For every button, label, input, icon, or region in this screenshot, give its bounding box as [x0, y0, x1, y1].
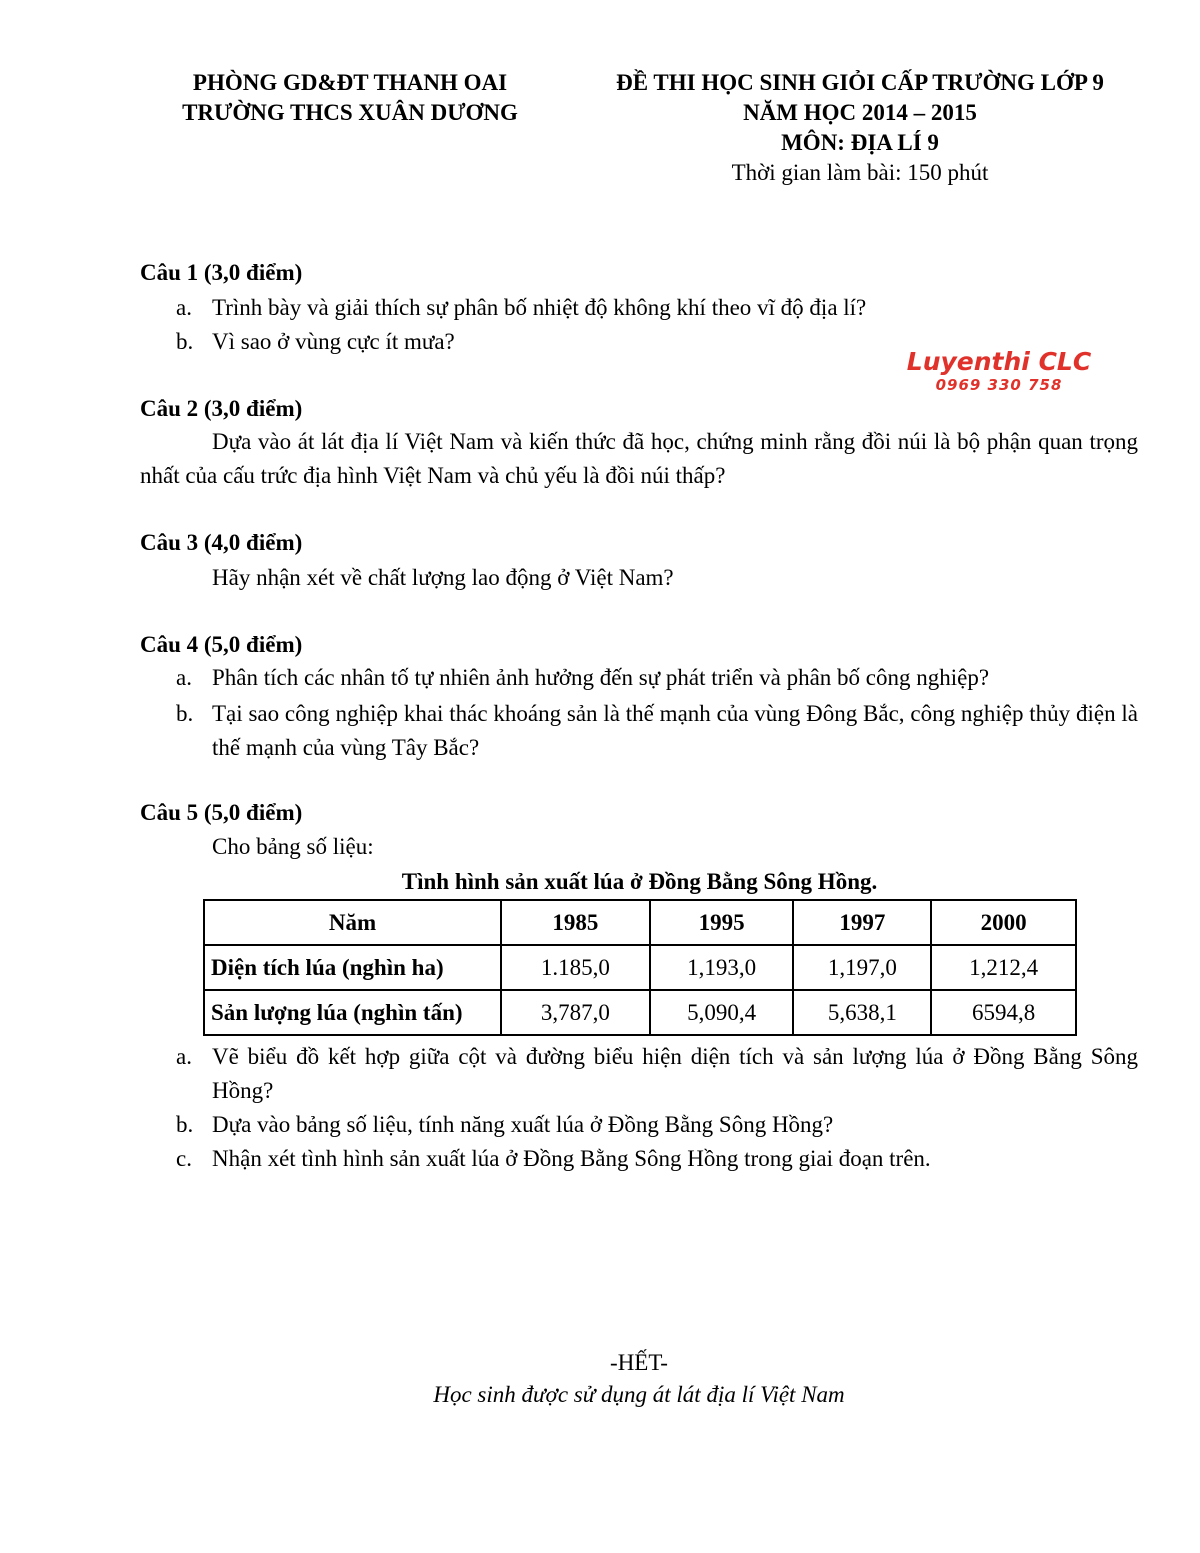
table-cell: 1,193,0	[650, 945, 794, 990]
q4-b-label: b.	[176, 701, 194, 726]
table-header-cell: 2000	[931, 900, 1076, 945]
school-year: NĂM HỌC 2014 – 2015	[743, 100, 977, 125]
school-name: TRƯỜNG THCS XUÂN DƯƠNG	[182, 100, 518, 125]
q5-item-c	[140, 1142, 1138, 1176]
table-header-cell: 1985	[501, 900, 650, 945]
table-cell: 3,787,0	[501, 990, 650, 1035]
q4-b-text: Tại sao công nghiệp khai thác khoáng sản là thế mạnh của vùng Đông Bắc, công nghiệp thủy điện là thế mạnh của vùng Tây Bắc?	[212, 701, 1138, 760]
q4-item-b	[140, 697, 1138, 765]
table-header-cell: 1997	[793, 900, 931, 945]
data-table	[203, 899, 1077, 1036]
exam-title: ĐỀ THI HỌC SINH GIỎI CẤP TRƯỜNG LỚP 9	[616, 70, 1104, 95]
q5-c-label: c.	[176, 1146, 192, 1171]
table-cell: 6594,8	[931, 990, 1076, 1035]
table-header-cell: Năm	[204, 900, 501, 945]
table-row	[204, 990, 1076, 1035]
q4-a-text: Phân tích các nhân tố tự nhiên ảnh hưởng đến sự phát triển và phân bố công nghiệp?	[212, 665, 990, 690]
q1-a-text: Trình bày và giải thích sự phân bố nhiệt độ không khí theo vĩ độ địa lí?	[212, 295, 867, 320]
q2-text: Dựa vào át lát địa lí Việt Nam và kiến thức đã học, chứng minh rằng đồi núi là bộ phận quan trọng nhất của cấu trức địa hình Việt Nam và chủ yếu là đồi núi thấp?	[140, 429, 1138, 488]
time-limit: Thời gian làm bài: 150 phút	[731, 160, 989, 185]
q5-item-a	[140, 1040, 1138, 1108]
q5-intro: Cho bảng số liệu:	[212, 834, 374, 859]
table-row-label: Diện tích lúa (nghìn ha)	[204, 945, 501, 990]
q2-title: Câu 2 (3,0 điểm)	[140, 396, 303, 421]
table-cell: 5,638,1	[793, 990, 931, 1035]
table-cell: 5,090,4	[650, 990, 794, 1035]
table-row-label: Sản lượng lúa (nghìn tấn)	[204, 990, 501, 1035]
q5-item-b	[140, 1108, 1138, 1142]
table-header-row	[204, 900, 1076, 945]
q5-title: Câu 5 (5,0 điểm)	[140, 800, 303, 825]
q5-b-text: Dựa vào bảng số liệu, tính năng xuất lúa ở Đồng Bằng Sông Hồng?	[212, 1112, 834, 1137]
q4-item-a	[140, 661, 1138, 695]
end-marker: -HẾT-	[610, 1350, 668, 1375]
footer-note: Học sinh được sử dụng át lát địa lí Việt Nam	[433, 1382, 845, 1407]
q3-title: Câu 3 (4,0 điểm)	[140, 530, 303, 555]
table-cell: 1,212,4	[931, 945, 1076, 990]
school-header	[140, 68, 560, 128]
q1-a-label: a.	[176, 295, 192, 320]
q4-a-label: a.	[176, 665, 192, 690]
q1-b-label: b.	[176, 329, 194, 354]
subject: MÔN: ĐỊA LÍ 9	[781, 130, 939, 155]
q5-c-text: Nhận xét tình hình sản xuất lúa ở Đồng Bằng Sông Hồng trong giai đoạn trên.	[212, 1146, 931, 1171]
table-row	[204, 945, 1076, 990]
q1-title: Câu 1 (3,0 điểm)	[140, 260, 303, 285]
table-header-cell: 1995	[650, 900, 794, 945]
table-cell: 1,197,0	[793, 945, 931, 990]
q5-a-label: a.	[176, 1044, 192, 1069]
q5-b-label: b.	[176, 1112, 194, 1137]
department-name: PHÒNG GD&ĐT THANH OAI	[192, 70, 508, 95]
q4-title: Câu 4 (5,0 điểm)	[140, 632, 303, 657]
q1-b-text: Vì sao ở vùng cực ít mưa?	[212, 329, 455, 354]
q1-item-a	[140, 291, 1138, 325]
q3-text: Hãy nhận xét về chất lượng lao động ở Việt Nam?	[212, 565, 674, 590]
watermark-phone: 0969 330 758	[935, 376, 1063, 394]
table-cell: 1.185,0	[501, 945, 650, 990]
q1-item-b	[140, 325, 1138, 359]
exam-header	[575, 68, 1145, 188]
watermark-brand: Luyenthi CLC	[906, 347, 1092, 376]
q5-a-text: Vẽ biểu đồ kết hợp giữa cột và đường biểu hiện diện tích và sản lượng lúa ở Đồng Bằng Sông Hồng?	[212, 1044, 1138, 1103]
table-title: Tình hình sản xuất lúa ở Đồng Bằng Sông Hồng.	[401, 869, 878, 894]
